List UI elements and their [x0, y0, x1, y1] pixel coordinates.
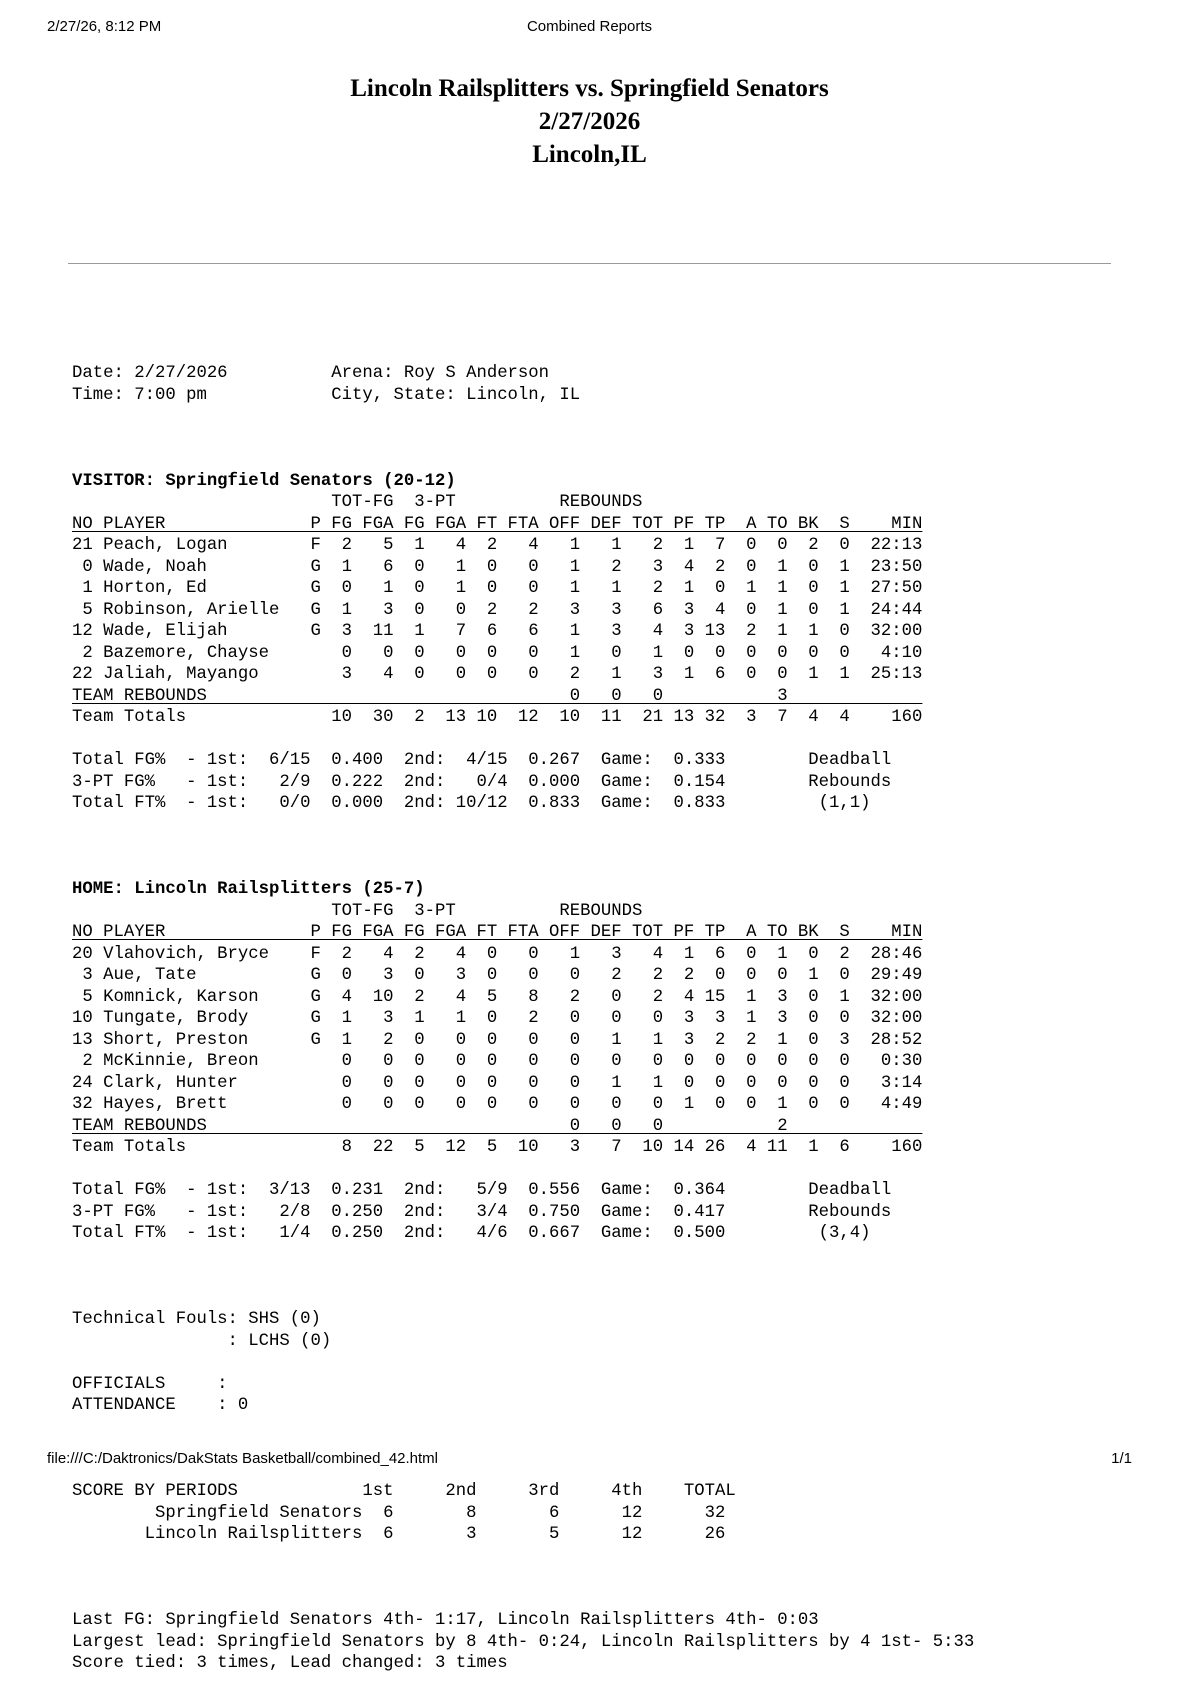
- blank-line: [72, 1159, 1179, 1181]
- technical-fouls-home-line: : LCHS (0): [72, 1331, 332, 1351]
- team-rebounds-row: TEAM REBOUNDS 0 0 0 3: [72, 686, 923, 706]
- shooting-pct-row: 3-PT FG% - 1st: 2/8 0.250 2nd: 3/4 0.750 Game: 0.417 Rebounds: [72, 1202, 892, 1222]
- stat-group-header-row: TOT-FG 3-PT REBOUNDS: [72, 493, 643, 512]
- player-row: 20 Vlahovich, Bryce F 2 4 2 4 0 0 1 3 4 1 6 0 1 0 2 28:46: [72, 944, 923, 964]
- shooting-pct-row: Total FT% - 1st: 1/4 0.250 2nd: 4/6 0.667 Game: 0.500 (3,4): [72, 1224, 871, 1243]
- team-heading: HOME: Lincoln Railsplitters (25-7): [72, 880, 425, 899]
- meta-time-city-line: Time: 7:00 pm City, State: Lincoln, IL: [72, 385, 581, 405]
- score-periods-header-row: SCORE BY PERIODS 1st 2nd 3rd 4th TOTAL: [72, 1482, 736, 1501]
- player-row: 21 Peach, Logan F 2 5 1 4 2 4 1 1 2 1 7 0 0 2 0 22:13: [72, 536, 923, 555]
- blank-line: [72, 1589, 1179, 1611]
- player-row: 10 Tungate, Brody G 1 3 1 1 0 2 0 0 0 3 3 1 3 0 0 32:00: [72, 1009, 923, 1028]
- game-note-line: Score tied: 3 times, Lead changed: 3 times: [72, 1654, 508, 1673]
- technical-fouls-visitor-line: Technical Fouls: SHS (0): [72, 1310, 321, 1329]
- team-totals-row: Team Totals 10 30 2 13 10 12 10 11 21 13 32 3 7 4 4 160: [72, 708, 923, 727]
- blank-line: [72, 729, 1179, 751]
- shooting-pct-row: Total FG% - 1st: 6/15 0.400 2nd: 4/15 0.267 Game: 0.333 Deadball: [72, 751, 892, 770]
- column-header-row: NO PLAYER P FG FGA FG FGA FT FTA OFF DEF TOT PF TP A TO BK S MIN: [72, 923, 923, 942]
- player-row: 2 McKinnie, Breon 0 0 0 0 0 0 0 0 0 0 0 0 0 0 0 0:30: [72, 1052, 923, 1071]
- player-row: 13 Short, Preston G 1 2 0 0 0 0 0 1 1 3 2 2 1 0 3 28:52: [72, 1030, 923, 1050]
- column-header-row: NO PLAYER P FG FGA FG FGA FT FTA OFF DEF TOT PF TP A TO BK S MIN: [72, 514, 923, 534]
- player-row: 5 Robinson, Arielle G 1 3 0 0 2 2 3 3 6 3 4 0 1 0 1 24:44: [72, 600, 923, 620]
- visitor-box-score: [72, 449, 1179, 815]
- blank-line: [72, 858, 1179, 880]
- home-box-score: [72, 858, 1179, 1245]
- player-row: 24 Clark, Hunter 0 0 0 0 0 0 0 1 1 0 0 0 0 0 0 3:14: [72, 1073, 923, 1093]
- shooting-pct-row: 3-PT FG% - 1st: 2/9 0.222 2nd: 0/4 0.000 Game: 0.154 Rebounds: [72, 772, 892, 792]
- game-note-line: Last FG: Springfield Senators 4th- 1:17, Lincoln Railsplitters 4th- 0:03: [72, 1611, 819, 1630]
- blank-line: [72, 1288, 1179, 1310]
- player-row: 1 Horton, Ed G 0 1 0 1 0 0 1 1 2 1 0 1 1 0 1 27:50: [72, 579, 923, 598]
- report-title-date: 2/27/2026: [538, 108, 641, 135]
- meta-date-arena-line: Date: 2/27/2026 Arena: Roy S Anderson: [72, 364, 550, 383]
- report-title-matchup: Lincoln Railsplitters vs. Springfield Senators: [350, 75, 829, 102]
- attendance-line: ATTENDANCE : 0: [72, 1396, 249, 1415]
- shooting-pct-row: Total FT% - 1st: 0/0 0.000 2nd: 10/12 0.833 Game: 0.833 (1,1): [72, 794, 871, 813]
- score-by-periods-section: [72, 1460, 1179, 1546]
- print-header-doc-title: Combined Reports: [526, 18, 653, 35]
- print-header-datetime: 2/27/26, 8:12 PM: [47, 18, 162, 35]
- player-row: 12 Wade, Elijah G 3 11 1 7 6 6 1 3 4 3 13 2 1 1 0 32:00: [72, 622, 923, 641]
- team-heading: VISITOR: Springfield Senators (20-12): [72, 471, 456, 491]
- report-title-location: Lincoln,IL: [532, 141, 647, 168]
- game-notes-section: [72, 1589, 1179, 1675]
- stat-group-header-row: TOT-FG 3-PT REBOUNDS: [72, 901, 643, 921]
- player-row: 3 Aue, Tate G 0 3 0 3 0 0 0 2 2 2 0 0 0 1 0 29:49: [72, 966, 923, 985]
- player-row: 0 Wade, Noah G 1 6 0 1 0 0 1 2 3 4 2 0 1 0 1 23:50: [72, 557, 923, 577]
- shooting-pct-row: Total FG% - 1st: 3/13 0.231 2nd: 5/9 0.556 Game: 0.364 Deadball: [72, 1181, 892, 1200]
- score-periods-team-row: Lincoln Railsplitters 6 3 5 12 26: [72, 1525, 726, 1544]
- horizontal-divider: [68, 263, 1111, 264]
- player-row: 5 Komnick, Karson G 4 10 2 4 5 8 2 0 2 4 15 1 3 0 1 32:00: [72, 987, 923, 1007]
- player-row: 32 Hayes, Brett 0 0 0 0 0 0 0 0 0 1 0 0 1 0 0 4:49: [72, 1095, 923, 1114]
- player-row: 2 Bazemore, Chayse 0 0 0 0 0 0 1 0 1 0 0 0 0 0 0 4:10: [72, 643, 923, 663]
- blank-line: [72, 449, 1179, 471]
- team-totals-row: Team Totals 8 22 5 12 5 10 3 7 10 14 26 4 11 1 6 160: [72, 1138, 923, 1157]
- player-row: 22 Jaliah, Mayango 3 4 0 0 0 0 2 1 3 1 6 0 0 1 1 25:13: [72, 665, 923, 684]
- blank-line: [72, 1352, 1179, 1374]
- officials-line: OFFICIALS :: [72, 1374, 228, 1394]
- print-footer-file-url: file:///C:/Daktronics/DakStats Basketball/combined_42.html: [47, 1450, 439, 1467]
- score-periods-team-row: Springfield Senators 6 8 6 12 32: [72, 1503, 726, 1523]
- print-footer-page-number: 1/1: [1111, 1450, 1132, 1467]
- fouls-officials-section: [72, 1288, 1179, 1417]
- team-rebounds-row: TEAM REBOUNDS 0 0 0 2: [72, 1116, 923, 1136]
- game-meta-section: [72, 363, 1179, 406]
- game-note-line: Largest lead: Springfield Senators by 8 4th- 0:24, Lincoln Railsplitters by 4 1st- 5:33: [72, 1632, 975, 1652]
